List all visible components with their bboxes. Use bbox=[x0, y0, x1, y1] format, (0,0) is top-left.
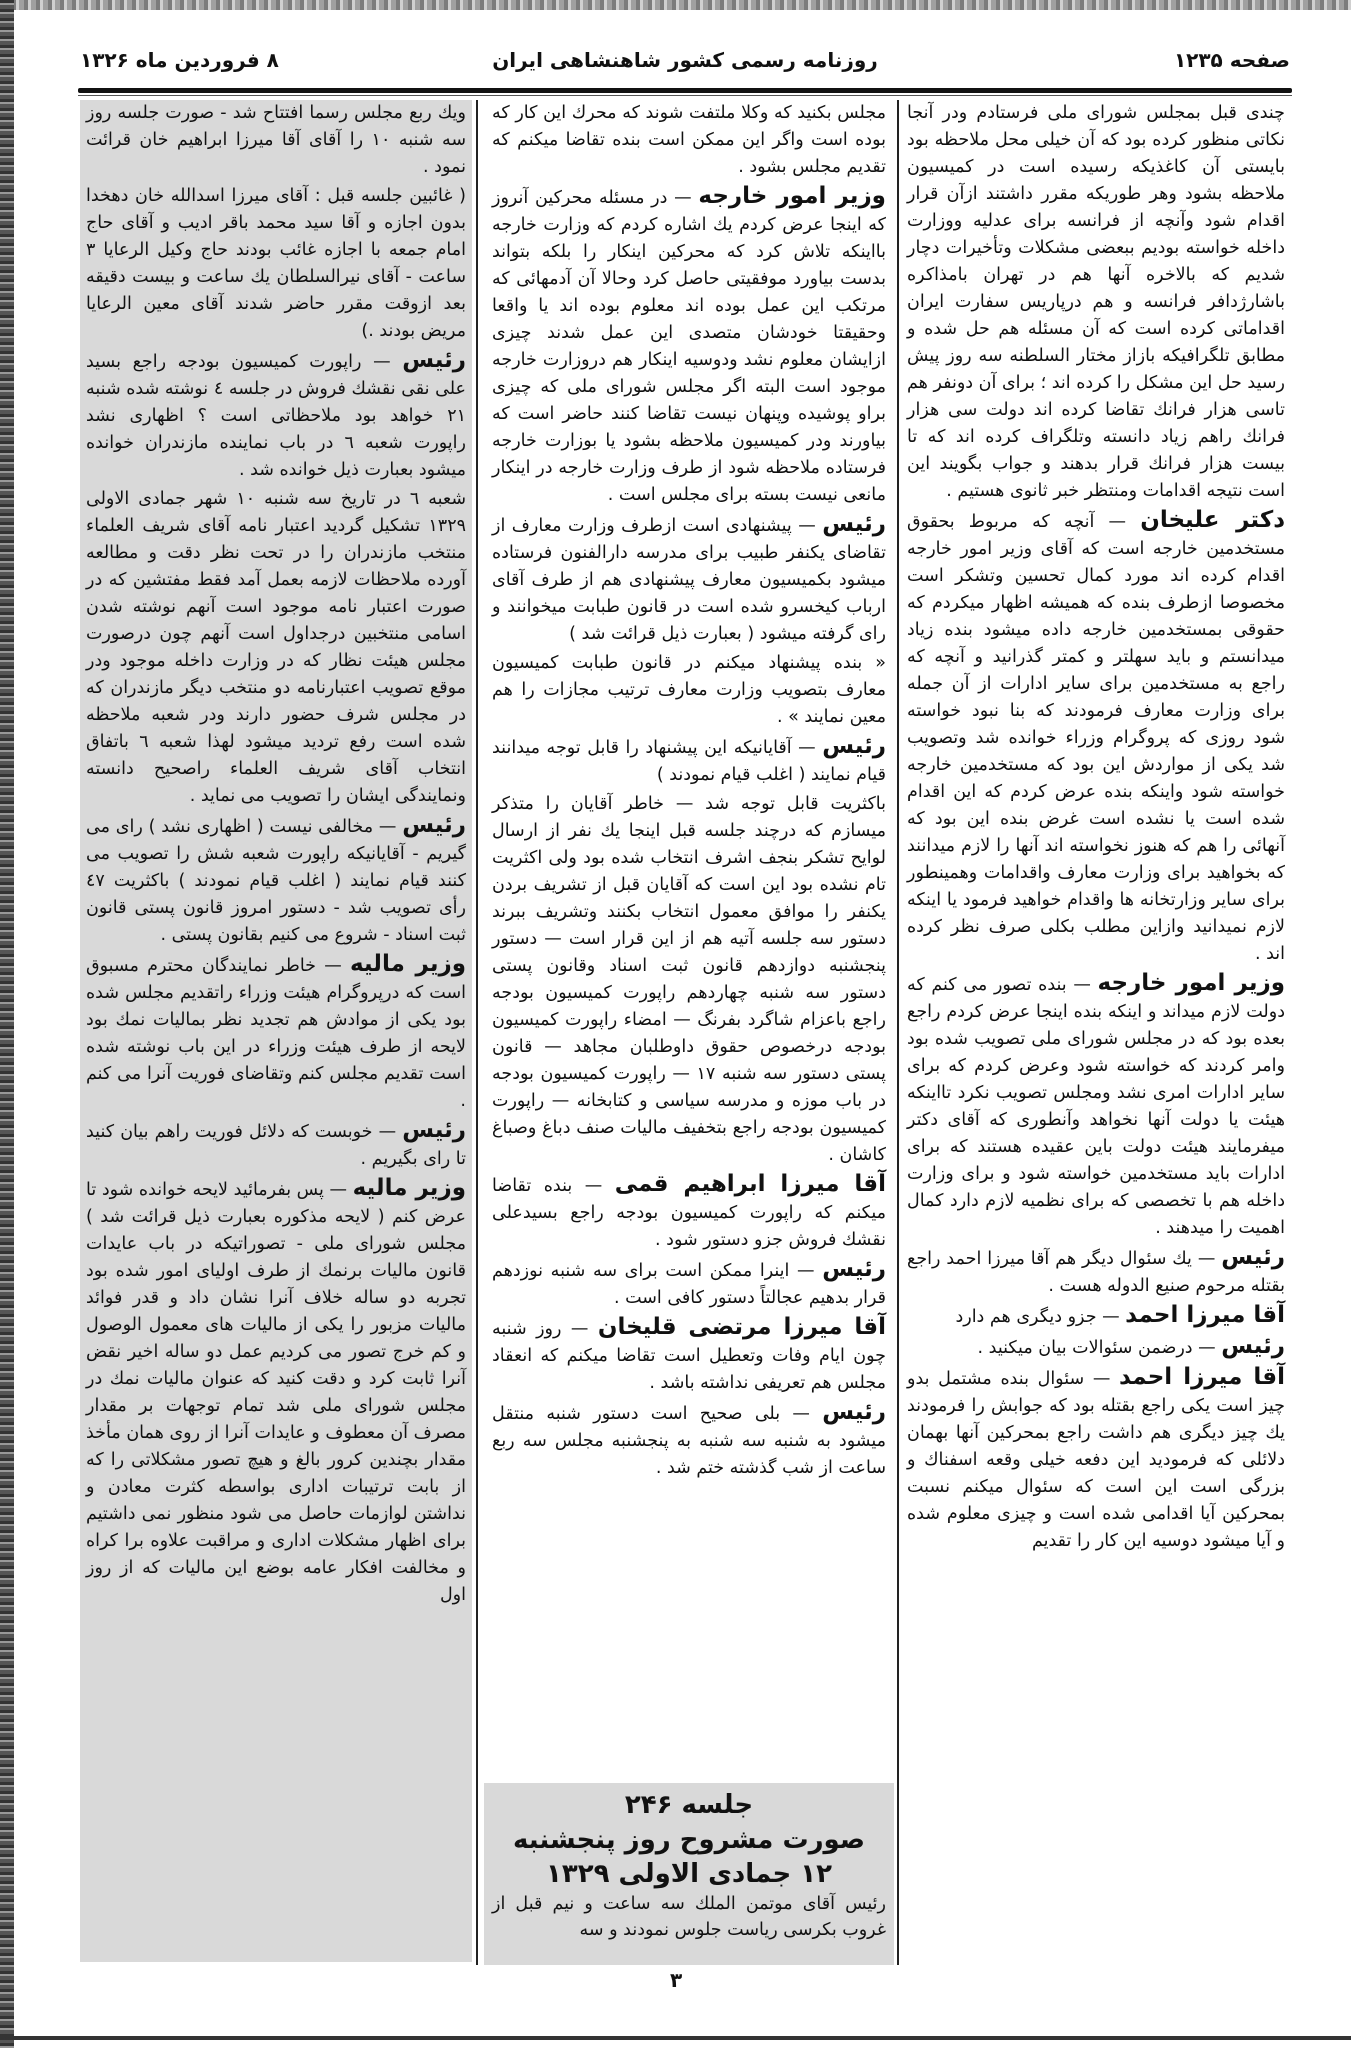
issue-date: ۸ فروردین ماه ۱۳۲۶ bbox=[80, 48, 279, 72]
bottom-edge bbox=[0, 2036, 1351, 2040]
paragraph: آقا میرزا مرتضی قلیخان — روز شنبه چون ایام وفات وتعطیل است تقاضا میکنم که انعقاد مجلس هم تعریفی نداشته باشد . bbox=[492, 1314, 886, 1393]
speaker-name: رئیس bbox=[822, 1256, 886, 1282]
paragraph-text: جزو دیگری هم دارد bbox=[955, 1307, 1097, 1327]
paragraph-text: ( غائبین جلسه قبل : آقای میرزا اسدالله خان دهخدا بدون اجازه و آقا سید محمد باقر ادیب و آقای حاج امام جمعه با اجازه غائب بودند حاج وکیل الرعایا ۳ ساعت - آقای نیرالسلطان یك ساعت و بیست دقیقه بعد ازوقت مقرر حاضر شدند آقای معین الرعایا مریض بودند .) bbox=[86, 186, 466, 341]
paragraph-text: آنچه که مربوط بحقوق مستخدمین خارجه است که آقای وزیر امور خارجه اقدام کرده اند مورد کمال تحسین وتشکر است مخصوصا ازطرف بنده که همیشه اظهار میکردم که حقوقی بمستخدمین خارجه داده میشود بنده زیاد میدانستم و باید سهلتر و کمتر گذرانید و آنچه که راجع به مستخدمین برای سایر ادارات از آن جمله برای وزارت معارف فرمودند که بنا نبود خواسته شود روزی که پروگرام وزراء خوانده شد وتصویب شد یکی از مواردش این بود که مستخدمین خارجه خواسته شود واینکه بنده عرض کردم که این اقدام شده است یا نشده است غرض بنده این بود که آنهائی را هم که هنوز نخواسته اند آنها را لازم میدانند که بخواهید برای وزارت معارف واقدامات وهمینطور برای سایر وزارتخانه ها واقدام خواهید فرمود یا اینکه لازم نمیدانید وازاین مطلب بکلی صرف نظر کرده اند . bbox=[907, 512, 1285, 964]
paragraph-text: راپورت کمیسیون بودجه راجع بسید علی نقی نقشك فروش در جلسه ٤ نوشته شده شنبه ۲۱ خواهد بود ملاحظاتی است ؟ اظهاری نشد راپورت شعبه ٦ در باب نماینده مازندران خوانده میشود بعبارت ذیل خوانده شد . bbox=[86, 352, 466, 480]
paragraph: رئیس — مخالفی نیست ( اظهاری نشد ) رای می گیریم - آقایانیکه راپورت شعبه شش را تصویب می کنند قیام نمایند ( اغلب قیام نمودند ) باکثریت ٤۷ رأی تصویب شد - دستور امروز قانون پستی قانون ثبت اسناد - شروع می کنیم بقانون پستی . bbox=[86, 812, 466, 945]
paragraph: رئیس — اینرا ممکن است برای سه شنبه نوزدهم قرار بدهیم عجالتاً دستور کافی است . bbox=[492, 1256, 886, 1308]
column-middle bbox=[484, 100, 894, 1962]
paragraph-text: در مسئله محرکین آنروز که اینجا عرض کردم یك اشاره کردم که وزارت خارجه بااینکه تلاش کرد که محرکین اینکار را بلکه بتواند بدست بیاورد موفقیتی حاصل کرد وحالا آن آدمهائی که مرتکب این عمل بوده اند معلوم بوده اند یا واقعا وحقیقتا خودشان متصدی این عمل شدند چیزی ازایشان معلوم نشد ودوسیه اینکار هم دروزارت خارجه موجود است البته اگر مجلس شورای ملی که چیزی براو پوشیده وپنهان نیست تقاضا کنند حاضر است که بیاورند ودر کمیسیون ملاحظه بشود یا بوزارت خارجه فرستاده ملاحظه شود از طرف وزارت خارجه در اینکار مانعی نیست بسته برای مجلس است . bbox=[492, 188, 886, 505]
paragraph-text: درضمن سئوالات بیان میکنید . bbox=[977, 1338, 1193, 1358]
newspaper-title: روزنامه رسمی کشور شاهنشاهی ایران bbox=[492, 48, 878, 72]
paragraph: رئیس — آقایانیکه این پیشنهاد را قابل توجه میدانند قیام نمایند ( اغلب قیام نمودند ) bbox=[492, 733, 886, 785]
paragraph: رئیس — یك سئوال دیگر هم آقا میرزا احمد راجع بقتله مرحوم صنیع الدوله هست . bbox=[907, 1244, 1285, 1296]
paragraph: رئیس — درضمن سئوالات بیان میکنید . bbox=[977, 1333, 1285, 1359]
page-number: ۳ bbox=[670, 1968, 683, 1992]
page-label: صفحه ۱۲۳۵ bbox=[1173, 48, 1290, 72]
paragraph: وزیر مالیه — خاطر نمایندگان محترم مسبوق است که درپروگرام هیئت وزراء راتقدیم مجلس شده بود یکی از موادش هم تجدید نظر بمالیات نمك بود لایحه از طرف هیئت وزراء در این باب نوشته شده است تقدیم مجلس کنم وتقاضای فوریت آنرا می کنم . bbox=[86, 951, 466, 1111]
paragraph bbox=[492, 650, 886, 731]
speaker-name: رئیس bbox=[1221, 1333, 1285, 1359]
session-date: ۱۲ جمادی الاولی ۱۳۲۹ bbox=[546, 1859, 832, 1889]
speaker-name: رئیس bbox=[402, 347, 466, 373]
speaker-name: وزیر مالیه bbox=[349, 951, 466, 977]
speaker-name: آقا میرزا احمد bbox=[1125, 1302, 1285, 1328]
speaker-name: رئیس bbox=[402, 1117, 466, 1143]
paragraph-text: یك سئوال دیگر هم آقا میرزا احمد راجع بقتله مرحوم صنیع الدوله هست . bbox=[907, 1249, 1285, 1296]
page-header bbox=[80, 48, 1290, 84]
speaker-name: وزیر امور خارجه bbox=[698, 183, 886, 209]
paragraph-text: روز شنبه چون ایام وفات وتعطیل است تقاضا میکنم که انعقاد مجلس هم تعریفی نداشته باشد . bbox=[492, 1319, 886, 1393]
paragraph-text: بنده تقاضا میکنم که راپورت کمیسیون بودجه راجع بسیدعلی نقشك فروش جزو دستور شود . bbox=[492, 1176, 886, 1250]
paragraph: آقا میرزا ابراهیم قمی — بنده تقاضا میکنم که راپورت کمیسیون بودجه راجع بسیدعلی نقشك فروش جزو دستور شود . bbox=[492, 1171, 886, 1250]
session-subtitle: صورت مشروح روز پنجشنبه bbox=[513, 1825, 865, 1855]
paragraph: آقا میرزا احمد — جزو دیگری هم دارد bbox=[955, 1302, 1285, 1328]
column-divider bbox=[897, 100, 899, 1965]
paragraph-text: شعبه ٦ در تاریخ سه شنبه ۱۰ شهر جمادی الاولی ۱۳۲۹ تشکیل گردید اعتبار نامه آقای شریف العلماء منتخب مازندران را در تحت نظر دقت و مطالعه آورده ملاحظات لازمه بعمل آمد فقط مفتشین که در صورت اعتبار نامه موجود است آنهم نوشته شدن اسامی منتخبین درجداول است آنهم چون درصورت مجلس هیئت نظار که در وزارت داخله موجود ودر موقع تصویب اعتبارنامه دو منتخب دیگر مازندران که در مجلس شرف حضور دارند ودر شعبه ملاحظه شده است رفع تردید میشود لهذا شعبه ٦ باتفاق انتخاب آقای شریف العلماء راصحیح دانسته ونمایندگی ایشان را تصویب می نماید . bbox=[86, 489, 467, 806]
speaker-name: آقا میرزا ابراهیم قمی bbox=[614, 1171, 886, 1197]
paragraph-text: پیشنهادی است ازطرف وزارت معارف از تقاضای یکنفر طبیب برای مدرسه دارالفنون فرستاده میشود بکمیسیون معارف پیشنهادی هم از طرف آقای ارباب کیخسرو شده است در قانون طبابت میخوانند و رای گرفته میشود ( بعبارت ذیل قرائت شد ) bbox=[492, 516, 886, 644]
speaker-name: آقا میرزا احمد bbox=[1118, 1364, 1285, 1390]
paragraph bbox=[86, 486, 466, 810]
paragraph: آقا میرزا احمد — سئوال بنده مشتمل بدو چیز است یکی راجع بقتله بود که جوابش را فرمودند یك چیز دیگری هم داشت راجع بمحرکین آنها بهمان دلائلی که فرمودید این دفعه خیلی وقعه اسفناك و بزرگی است این است که سئوال میکنم نسبت بمحرکین آیا اقدامی شده است و چیزی معلوم شده و آیا میشود دوسیه این کار را تقدیم bbox=[907, 1364, 1285, 1551]
scan-edge-top bbox=[0, 0, 1351, 10]
paragraph-text: مخالفی نیست ( اظهاری نشد ) رای می گیریم - آقایانیکه راپورت شعبه شش را تصویب می کنند قیام نمایند ( اغلب قیام نمودند ) باکثریت ٤۷ رأی تصویب شد - دستور امروز قانون پستی قانون ثبت اسناد - شروع می کنیم بقانون پستی . bbox=[86, 817, 466, 945]
paragraph-text: خوبست که دلائل فوریت راهم بیان کنید تا رای بگیریم . bbox=[86, 1122, 466, 1169]
paragraph: وزیر مالیه — پس بفرمائید لایحه خوانده شود تا عرض کنم ( لایحه مذکوره بعبارت ذیل قرائت شد ) مجلس شورای ملی - تصوراتیکه در باب عایدات قانون مالیات برنمك از طرف اولیای امور شده بود تجربه دو ساله خلاف آنرا نشان داد و قدر فوائد مالیات مزبور را یکی از مالیات های معمول الوصول و کم خرج تصور می کردیم عمل دو ساله اخیر نقض آنرا ثابت کرد و دقت کنید که عنوان مالیات نمك در مجلس شورای ملی شد تمام توجهات بر مقدار مصرف آن معطوف و عایدات آنرا از روی همان مأخذ مقدار بچندین کرور بالغ و هیچ تصور مشکلاتی را که از بابت ترتیبات اداری بواسطه کثرت معادن و نداشتن لوازمات حاصل می شود منظور نمی داشتیم برای اظهار مشکلات اداری و مراقبت علاوه برا کراه و مخالفت افکار عامه بوضع این مالیات که از روز اول bbox=[86, 1175, 466, 1605]
speaker-name: وزیر امور خارجه bbox=[1097, 970, 1285, 996]
speaker-name: رئیس bbox=[402, 812, 466, 838]
paragraph-text: سئوال بنده مشتمل بدو چیز است یکی راجع بقتله بود که جوابش را فرمودند یك چیز دیگری هم داشت راجع بمحرکین آنها بهمان دلائلی که فرمودید این دفعه خیلی وقعه اسفناك و بزرگی است این است که سئوال میکنم نسبت بمحرکین آیا اقدامی شده است و چیزی معلوم شده و آیا میشود دوسیه این کار را تقدیم bbox=[907, 1369, 1285, 1551]
paragraph-text: خاطر نمایندگان محترم مسبوق است که درپروگرام هیئت وزراء راتقدیم مجلس شده بود یکی از موادش هم تجدید نظر بمالیات نمك بود لایحه از طرف هیئت وزراء در این باب نوشته شده است تقدیم مجلس کنم وتقاضای فوریت آنرا می کنم . bbox=[86, 956, 466, 1111]
speaker-name: رئیس bbox=[822, 511, 886, 537]
header-rule bbox=[78, 88, 1292, 93]
paragraph-text: چندی قبل بمجلس شورای ملی فرستادم ودر آنجا نکاتی منظور کرده بود که آن خیلی محل ملاحظه بود بایستی آن کاغذیکه رسیده است در کمیسیون ملاحظه بشود وهر طوریکه مقرر داشتند ازآن قرار اقدام شود وآنچه از فرانسه برای عدلیه ووزارت داخله خواسته بودیم ببعضی مشکلات وتأخیرات دچار شدیم که بالاخره آنها هم در تهران بامذاکره باشارژدافر فرانسه و هم درپاریس سفارت ایران اقداماتی کرده است که آن مسئله هم حل شده و مطابق تلگرافیکه بازاز مختار السلطنه سه روز پیش رسید حل این مشکل را کرده اند ؛ برای آن دونفر هم تاسی هزار فرانك تقاضا کرده اند دولت سی هزار فرانك راهم زیاد دانسته وتلگراف کرده اند که تا بیست هزار فرانك قرار بدهند و جواب بگویند این است نتیجه اقدامات ومنتظر خبر ثانوی هستیم . bbox=[907, 103, 1285, 501]
session-number: جلسه ۲۴۶ bbox=[624, 1790, 754, 1820]
column-divider bbox=[476, 100, 478, 1965]
paragraph bbox=[492, 791, 886, 1169]
paragraph-text: بلی صحیح است دستور شنبه منتقل میشود به شنبه سه شنبه به پنجشنبه مجلس سه ربع ساعت از شب گذشته ختم شد . bbox=[492, 1404, 886, 1478]
header-rule-thin bbox=[78, 95, 1292, 96]
paragraph-text: ویك ربع مجلس رسما افتتاح شد - صورت جلسه روز سه شنبه ۱۰ را آقای آقا میرزا ابراهیم خان قرائت نمود . bbox=[86, 103, 466, 177]
paragraph-text: پس بفرمائید لایحه خوانده شود تا عرض کنم ( لایحه مذکوره بعبارت ذیل قرائت شد ) مجلس شورای ملی - تصوراتیکه در باب عایدات قانون مالیات برنمك از طرف اولیای امور شده بود تجربه دو ساله خلاف آنرا نشان داد و قدر فوائد مالیات مزبور را یکی از مالیات های معمول الوصول و کم خرج تصور می کردیم عمل دو ساله اخیر نقض آنرا ثابت کرد و دقت کنید که عنوان مالیات نمك در مجلس شورای ملی شد تمام توجهات بر مقدار مصرف آن معطوف و عایدات آنرا از روی همان مأخذ مقدار بچندین کرور بالغ و هیچ تصور مشکلاتی را که از بابت ترتیبات اداری بواسطه کثرت معادن و نداشتن لوازمات حاصل می شود منظور نمی داشتیم برای اظهار مشکلات اداری و مراقبت علاوه برا کراه و مخالفت افکار عامه بوضع این مالیات که از روز اول bbox=[86, 1180, 466, 1605]
paragraph-text: بنده تصور می کنم که دولت لازم میداند و اینکه بنده اینجا عرض کردم راجع بعده بود که در مجلس شورای ملی تصویب شده بود وامر کردند که خواسته شود وعرض کردم که برای سایر ادارات امری نشد ومجلس تصویب نکرد تااینکه هیئت یا دولت آنها نخواهد وآنطوری که آقای دکتر میفرمایند هیئت دولت باین عقیده هستند که برای ادارات باید مستخدمین خواسته شود و برای وزارت داخله هم با تخصصی که برای نظمیه لازم دارد کمال اهمیت را میدهند . bbox=[907, 975, 1285, 1238]
paragraph-text: آقایانیکه این پیشنهاد را قابل توجه میدانند قیام نمایند ( اغلب قیام نمودند ) bbox=[492, 738, 886, 785]
paragraph bbox=[86, 100, 466, 181]
paragraph: دکتر علیخان — آنچه که مربوط بحقوق مستخدمین خارجه است که آقای وزیر امور خارجه اقدام کرده اند مورد کمال تحسین وتشکر است مخصوصا ازطرف بنده که همیشه اظهار میکردم که حقوقی بمستخدمین خارجه داده میشود بنده زیاد میدانستم و باید سهلتر و کمتر گذرانید و آنچه که راجع به مستخدمین برای سایر ادارات از آن جمله برای وزارت معارف فرمودند که بنا نبود خواسته شود روزی که پروگرام وزراء خوانده شد وتصویب شد یکی از مواردش این بود که مستخدمین خارجه خواسته شود واینکه بنده عرض کردم که این اقدام شده است یا نشده است غرض بنده این بود که آنهائی را هم که هنوز نخواسته اند آنها را لازم میدانند که بخواهید برای وزارت معارف واقدامات وهمینطور برای سایر وزارتخانه ها واقدام خواهید فرمود یا اینکه لازم نمیدانید وازاین مطلب بکلی صرف نظر کرده اند . bbox=[907, 507, 1285, 964]
paragraph: وزیر امور خارجه — بنده تصور می کنم که دولت لازم میداند و اینکه بنده اینجا عرض کردم راجع بعده بود که در مجلس شورای ملی تصویب شده بود وامر کردند که خواسته شود وعرض کردم که برای سایر ادارات امری نشد ومجلس تصویب نکرد تااینکه هیئت یا دولت آنها نخواهد وآنطوری که آقای دکتر میفرمایند هیئت دولت باین عقیده هستند که برای ادارات باید مستخدمین خواسته شود و برای وزارت داخله هم با تخصصی که برای نظمیه لازم دارد کمال اهمیت را میدهند . bbox=[907, 970, 1285, 1238]
scan-edge-left bbox=[0, 0, 14, 2048]
paragraph: رئیس — راپورت کمیسیون بودجه راجع بسید علی نقی نقشك فروش در جلسه ٤ نوشته شده شنبه ۲۱ خواهد بود ملاحظاتی است ؟ اظهاری نشد راپورت شعبه ٦ در باب نماینده مازندران خوانده میشود بعبارت ذیل خوانده شد . bbox=[86, 347, 466, 480]
session-header-box bbox=[484, 1783, 894, 1965]
paragraph bbox=[86, 183, 466, 345]
paragraph bbox=[492, 100, 886, 181]
speaker-name: رئیس bbox=[1221, 1244, 1285, 1270]
column-right bbox=[905, 100, 1287, 1962]
speaker-name: وزیر مالیه bbox=[352, 1175, 466, 1201]
paragraph: رئیس — بلی صحیح است دستور شنبه منتقل میشود به شنبه سه شنبه به پنجشنبه مجلس سه ربع ساعت از شب گذشته ختم شد . bbox=[492, 1399, 886, 1478]
paragraph bbox=[907, 100, 1285, 505]
session-opening-text: رئیس آقای موتمن الملك سه ساعت و نیم قبل از غروب بکرسی ریاست جلوس نمودند و سه bbox=[492, 1894, 886, 1940]
paragraph: وزیر امور خارجه — در مسئله محرکین آنروز که اینجا عرض کردم یك اشاره کردم که وزارت خارجه بااینکه تلاش کرد که محرکین اینکار را بلکه بتواند بدست بیاورد موفقیتی حاصل کرد وحالا آن آدمهائی که مرتکب این عمل بوده اند معلوم بوده اند یا واقعا وحقیقتا خودشان متصدی این عمل شدند چیزی ازایشان معلوم نشد ودوسیه اینکار هم دروزارت خارجه موجود است البته اگر مجلس شورای ملی که چیزی براو پوشیده وپنهان نیست تقاضا کنند حاضر است که بیاورند ودر کمیسیون ملاحظه بشود یا بوزارت خارجه فرستاده ملاحظه شود از طرف وزارت خارجه در اینکار مانعی نیست بسته برای مجلس است . bbox=[492, 183, 886, 505]
paragraph: رئیس — پیشنهادی است ازطرف وزارت معارف از تقاضای یکنفر طبیب برای مدرسه دارالفنون فرستاده میشود بکمیسیون معارف پیشنهادی هم از طرف آقای ارباب کیخسرو شده است در قانون طبابت میخوانند و رای گرفته میشود ( بعبارت ذیل قرائت شد ) bbox=[492, 511, 886, 644]
paragraph-text: مجلس بکنید که وکلا ملتفت شوند که محرك این کار که بوده است واگر این ممکن است بنده تقاضا میکنم که تقدیم مجلس بشود . bbox=[492, 103, 886, 177]
speaker-name: آقا میرزا مرتضی قلیخان bbox=[597, 1314, 886, 1340]
paragraph-text: « بنده پیشنهاد میکنم در قانون طبابت کمیسیون معارف بتصویب وزارت معارف ترتیب مجازات را هم معین نمایند » . bbox=[492, 653, 886, 727]
paragraph-text: اینرا ممکن است برای سه شنبه نوزدهم قرار بدهیم عجالتاً دستور کافی است . bbox=[492, 1261, 886, 1308]
speaker-name: رئیس bbox=[822, 733, 886, 759]
column-left bbox=[80, 100, 472, 1962]
paragraph: رئیس — خوبست که دلائل فوریت راهم بیان کنید تا رای بگیریم . bbox=[86, 1117, 466, 1169]
speaker-name: رئیس bbox=[822, 1399, 886, 1425]
paragraph-text: باکثریت قابل توجه شد — خاطر آقایان را متذکر میسازم که درچند جلسه قبل اینجا یك نفر از ارسال لوایح تشکر بنجف اشرف انتخاب شده بود ولی اکثریت تام نشده بود این است که آقایان قبل از تشریف بردن یکنفر را موافق معمول انتخاب بکنند وتشریف ببرند دستور سه جلسه آتیه هم از این قرار است — دستور پنجشنبه دوازدهم قانون ثبت اسناد وقانون پستی دستور سه شنبه چهاردهم راپورت کمیسیون بودجه راجع باعزام شاگرد بفرنگ — امضاء راپورت کمیسیون بودجه درخصوص حقوق داوطلبان مجاهد — قانون پستی دستور سه شنبه ۱۷ — راپورت کمیسیون بودجه در باب موزه و مدرسه سیاسی و کتابخانه — راپورت کمیسیون بودجه راجع بتخفیف مالیات صنف دباغ وصباغ کاشان . bbox=[492, 794, 886, 1165]
speaker-name: دکتر علیخان bbox=[1140, 507, 1285, 533]
